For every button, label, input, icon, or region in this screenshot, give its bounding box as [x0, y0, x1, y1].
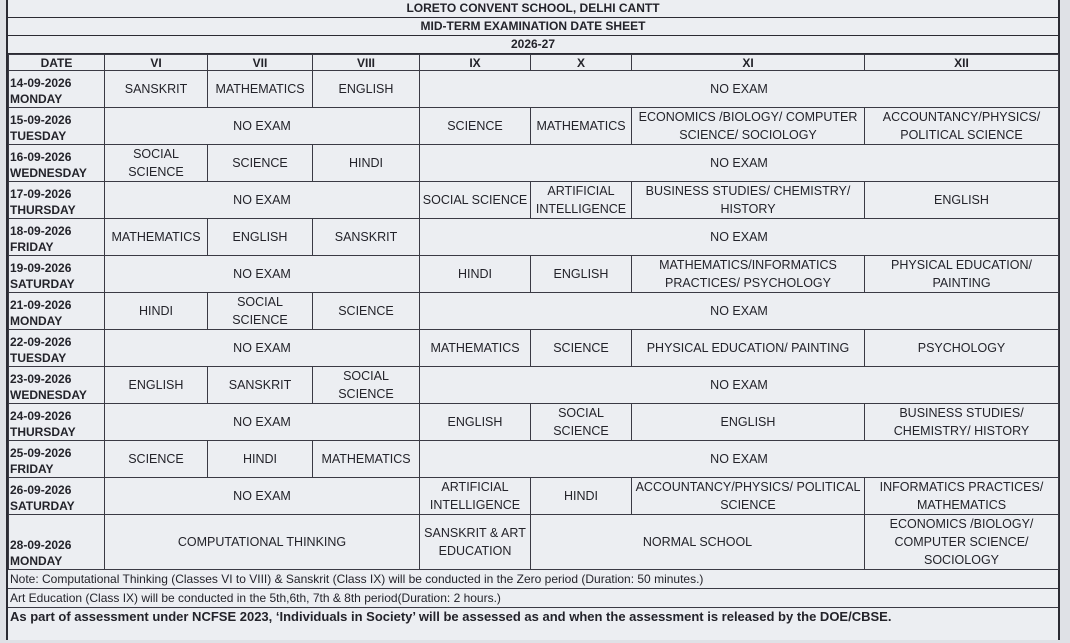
date-cell: [9, 367, 105, 404]
date-cell: [9, 71, 105, 108]
column-header: VI: [105, 55, 208, 71]
subject-cell: NO EXAM: [105, 404, 420, 441]
subject-cell: SOCIAL SCIENCE: [531, 404, 632, 441]
subject-cell: NO EXAM: [105, 182, 420, 219]
subject-cell: ECONOMICS /BIOLOGY/ COMPUTER SCIENCE/ SOCIOLOGY: [865, 515, 1059, 570]
subject-cell: HINDI: [531, 478, 632, 515]
exam-date: 21-09-2026: [10, 298, 72, 312]
subject-cell: ENGLISH: [105, 367, 208, 404]
date-cell: [9, 293, 105, 330]
subject-cell: MATHEMATICS/INFORMATICS PRACTICES/ PSYCHOLOGY: [632, 256, 865, 293]
subject-cell: NO EXAM: [420, 145, 1059, 182]
exam-day: SATURDAY: [10, 277, 75, 291]
date-cell: [9, 515, 105, 570]
subject-cell: NO EXAM: [420, 71, 1059, 108]
exam-date: 26-09-2026: [10, 483, 72, 497]
subject-cell: SOCIAL SCIENCE: [208, 293, 313, 330]
notes-section: [8, 570, 1058, 626]
table-row: [9, 71, 1059, 108]
table-row: [9, 293, 1059, 330]
subject-cell: SOCIAL SCIENCE: [420, 182, 531, 219]
note-zero-period: Note: Computational Thinking (Classes VI to VIII) & Sanskrit (Class IX) will be conducted in the Zero period (Duration: 50 minutes.): [8, 570, 1058, 589]
exam-day: WEDNESDAY: [10, 166, 87, 180]
exam-day: SATURDAY: [10, 499, 75, 513]
subject-cell: ENGLISH: [531, 256, 632, 293]
subject-cell: NO EXAM: [420, 219, 1059, 256]
subject-cell: SANSKRIT: [313, 219, 420, 256]
column-header: IX: [420, 55, 531, 71]
subject-cell: SCIENCE: [531, 330, 632, 367]
exam-date: 18-09-2026: [10, 224, 72, 238]
date-cell: [9, 330, 105, 367]
exam-day: MONDAY: [10, 92, 63, 106]
subject-cell: ENGLISH: [632, 404, 865, 441]
exam-date: 14-09-2026: [10, 76, 72, 90]
subject-cell: SOCIAL SCIENCE: [105, 145, 208, 182]
subject-cell: SCIENCE: [208, 145, 313, 182]
column-header: VII: [208, 55, 313, 71]
exam-date: 15-09-2026: [10, 113, 72, 127]
exam-day: THURSDAY: [10, 425, 76, 439]
exam-day: MONDAY: [10, 554, 63, 568]
exam-date: 25-09-2026: [10, 446, 72, 460]
column-header: XII: [865, 55, 1059, 71]
subject-cell: NO EXAM: [420, 441, 1059, 478]
exam-day: TUESDAY: [10, 129, 67, 143]
subject-cell: NORMAL SCHOOL: [531, 515, 865, 570]
column-header: X: [531, 55, 632, 71]
exam-table: [8, 54, 1059, 570]
sheet-title: MID-TERM EXAMINATION DATE SHEET: [8, 18, 1058, 36]
date-cell: [9, 182, 105, 219]
note-ncfse-assessment: As part of assessment under NCFSE 2023, ‘Individuals in Society’ will be assessed as and when the assessment is released by the DOE/CBSE.: [10, 609, 892, 624]
subject-cell: NO EXAM: [105, 478, 420, 515]
subject-cell: SOCIAL SCIENCE: [313, 367, 420, 404]
subject-cell: ENGLISH: [865, 182, 1059, 219]
date-cell: [9, 256, 105, 293]
subject-cell: PHYSICAL EDUCATION/ PAINTING: [632, 330, 865, 367]
subject-cell: SANSKRIT & ART EDUCATION: [420, 515, 531, 570]
subject-cell: COMPUTATIONAL THINKING: [105, 515, 420, 570]
date-cell: [9, 478, 105, 515]
column-header-row: [9, 55, 1059, 71]
subject-cell: ENGLISH: [420, 404, 531, 441]
table-row: [9, 478, 1059, 515]
exam-day: TUESDAY: [10, 351, 67, 365]
exam-date: 24-09-2026: [10, 409, 72, 423]
subject-cell: ENGLISH: [208, 219, 313, 256]
exam-day: THURSDAY: [10, 203, 76, 217]
subject-cell: HINDI: [313, 145, 420, 182]
table-row: [9, 108, 1059, 145]
exam-date: 19-09-2026: [10, 261, 72, 275]
subject-cell: MATHEMATICS: [105, 219, 208, 256]
subject-cell: NO EXAM: [105, 256, 420, 293]
table-row: [9, 219, 1059, 256]
exam-date: 22-09-2026: [10, 335, 72, 349]
table-row: [9, 441, 1059, 478]
exam-table-body: [9, 55, 1059, 570]
table-row: [9, 256, 1059, 293]
table-row: [9, 182, 1059, 219]
exam-day: WEDNESDAY: [10, 388, 87, 402]
session-year: 2026-27: [8, 36, 1058, 54]
subject-cell: ENGLISH: [313, 71, 420, 108]
table-row: [9, 515, 1059, 570]
column-header: VIII: [313, 55, 420, 71]
subject-cell: PSYCHOLOGY: [865, 330, 1059, 367]
note-art-education: Art Education (Class IX) will be conducted in the 5th,6th, 7th & 8th period(Duration: 2 hours.): [8, 589, 1058, 608]
exam-date: 16-09-2026: [10, 150, 72, 164]
subject-cell: NO EXAM: [105, 330, 420, 367]
date-cell: [9, 441, 105, 478]
column-header: XI: [632, 55, 865, 71]
subject-cell: ACCOUNTANCY/PHYSICS/ POLITICAL SCIENCE: [865, 108, 1059, 145]
subject-cell: SCIENCE: [105, 441, 208, 478]
exam-day: FRIDAY: [10, 240, 54, 254]
subject-cell: SANSKRIT: [105, 71, 208, 108]
exam-date: 28-09-2026: [10, 538, 72, 552]
column-header: DATE: [9, 55, 105, 71]
date-cell: [9, 145, 105, 182]
table-row: [9, 145, 1059, 182]
subject-cell: NO EXAM: [420, 293, 1059, 330]
subject-cell: INFORMATICS PRACTICES/ MATHEMATICS: [865, 478, 1059, 515]
subject-cell: BUSINESS STUDIES/ CHEMISTRY/ HISTORY: [865, 404, 1059, 441]
exam-date: 17-09-2026: [10, 187, 72, 201]
exam-day: FRIDAY: [10, 462, 54, 476]
subject-cell: MATHEMATICS: [531, 108, 632, 145]
table-row: [9, 367, 1059, 404]
subject-cell: ARTIFICIAL INTELLIGENCE: [531, 182, 632, 219]
subject-cell: MATHEMATICS: [208, 71, 313, 108]
subject-cell: HINDI: [208, 441, 313, 478]
subject-cell: MATHEMATICS: [420, 330, 531, 367]
date-cell: [9, 219, 105, 256]
table-row: [9, 404, 1059, 441]
exam-day: MONDAY: [10, 314, 63, 328]
subject-cell: PHYSICAL EDUCATION/ PAINTING: [865, 256, 1059, 293]
subject-cell: HINDI: [420, 256, 531, 293]
subject-cell: SANSKRIT: [208, 367, 313, 404]
table-row: [9, 330, 1059, 367]
date-cell: [9, 404, 105, 441]
date-sheet: [6, 0, 1060, 640]
school-name: LORETO CONVENT SCHOOL, DELHI CANTT: [8, 0, 1058, 18]
subject-cell: ARTIFICIAL INTELLIGENCE: [420, 478, 531, 515]
subject-cell: SCIENCE: [420, 108, 531, 145]
subject-cell: ACCOUNTANCY/PHYSICS/ POLITICAL SCIENCE: [632, 478, 865, 515]
subject-cell: SCIENCE: [313, 293, 420, 330]
subject-cell: NO EXAM: [420, 367, 1059, 404]
subject-cell: MATHEMATICS: [313, 441, 420, 478]
exam-date: 23-09-2026: [10, 372, 72, 386]
date-cell: [9, 108, 105, 145]
subject-cell: NO EXAM: [105, 108, 420, 145]
subject-cell: ECONOMICS /BIOLOGY/ COMPUTER SCIENCE/ SOCIOLOGY: [632, 108, 865, 145]
subject-cell: HINDI: [105, 293, 208, 330]
subject-cell: BUSINESS STUDIES/ CHEMISTRY/ HISTORY: [632, 182, 865, 219]
